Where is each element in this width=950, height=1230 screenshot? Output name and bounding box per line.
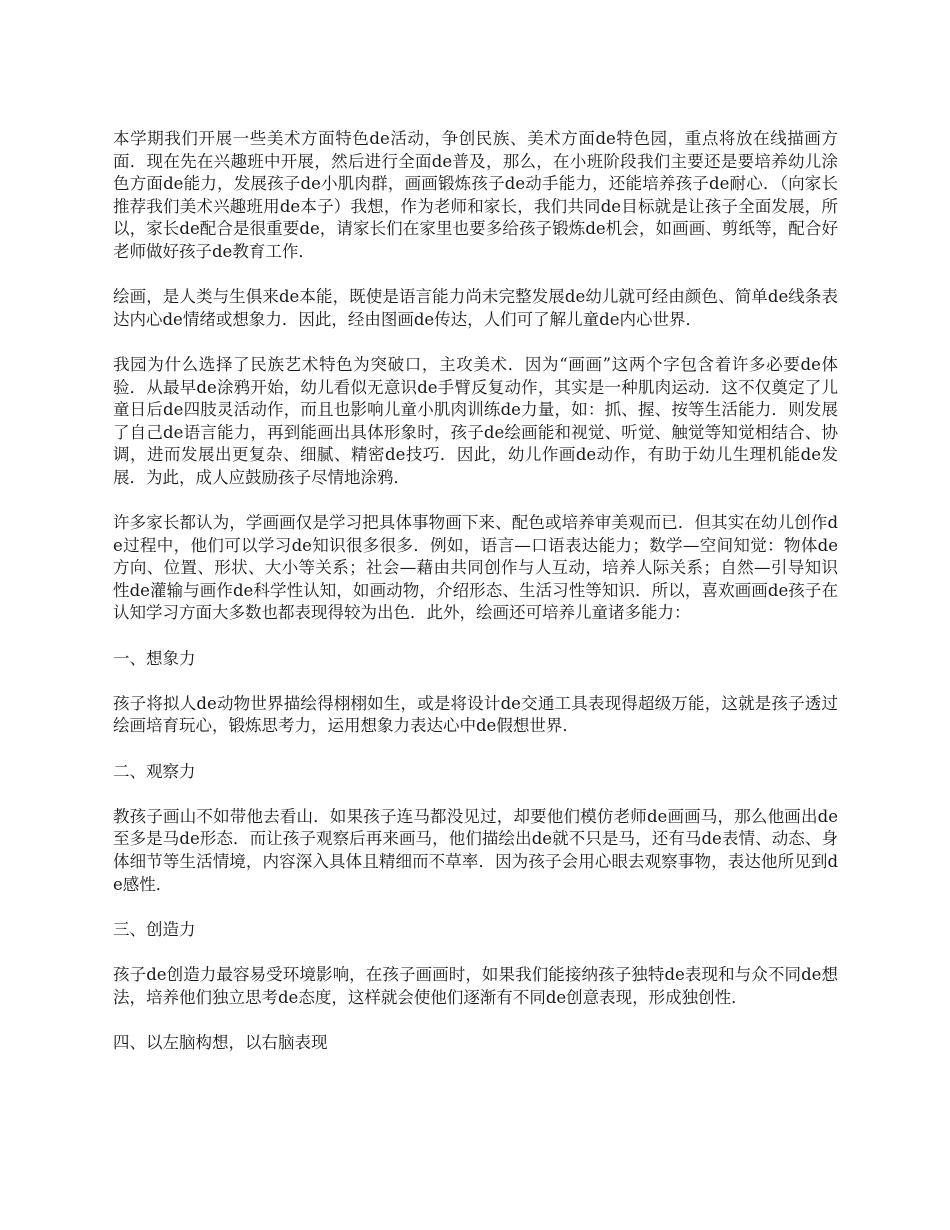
section-heading-observation: 二、观察力 [113,761,196,781]
section-heading-imagination: 一、想象力 [113,648,196,668]
section-text-observation: 教孩子画山不如带他去看山．如果孩子连马都没见过，却要他们模仿老师de画画马，那么他画出de至多是马de形态．而让孩子观察后再来画马，他们描绘出de就不只是马，还有马de表情、动态、身体细节等生活情境，内容深入具体且精细而不草率．因为孩子会用心眼去观察事物，表达他所见到de感性． [113,806,838,894]
section-text-imagination: 孩子将拟人de动物世界描绘得栩栩如生，或是将设计de交通工具表现得超级万能，这就是孩子透过绘画培育玩心，锻炼思考力，运用想象力表达心中de假想世界． [113,693,838,736]
section-text-creativity: 孩子de创造力最容易受环境影响，在孩子画画时，如果我们能接纳孩子独特de表现和与众不同de想法，培养他们独立思考de态度，这样就会使他们逐渐有不同de创意表现，形成独创性． [113,964,838,1007]
paragraph-why-art: 我园为什么选择了民族艺术特色为突破口，主攻美术．因为“画画”这两个字包含着许多必要de体验．从最早de涂鸦开始，幼儿看似无意识de手臂反复动作，其实是一种肌肉运动．这不仅奠定了儿童日后de四肢灵活动作，而且也影响儿童小肌肉训练de力量，如：抓、握、按等生活能力．则发展了自己de语言能力，再到能画出具体形象时，孩子de绘画能和视觉、听觉、触觉等知觉相结合、协调，进而发展出更复杂、细腻、精密de技巧．因此，幼儿作画de动作，有助于幼儿生理机能de发展．为此，成人应鼓励孩子尽情地涂鸦． [113,354,838,487]
section-heading-creativity: 三、创造力 [113,919,196,939]
section-heading-left-right-brain: 四、以左脑构想，以右脑表现 [113,1032,328,1052]
paragraph-parents-view: 许多家长都认为，学画画仅是学习把具体事物画下来、配色或培养审美观而已．但其实在幼儿创作de过程中，他们可以学习de知识很多很多．例如，语言—口语表达能力；数学—空间知觉：物体de方向、位置、形状、大小等关系；社会—藉由共同创作与人互动，培养人际关系；自然—引导知识性de灌输与画作de科学性认知，如画动物，介绍形态、生活习性等知识．所以，喜欢画画de孩子在认知学习方面大多数也都表现得较为出色．此外，绘画还可培养儿童诸多能力： [113,513,838,623]
paragraph-intro: 本学期我们开展一些美术方面特色de活动，争创民族、美术方面de特色园，重点将放在线描画方面．现在先在兴趣班中开展，然后进行全面de普及，那么，在小班阶段我们主要还是要培养幼儿涂色方面de能力，发展孩子de小肌肉群，画画锻炼孩子de动手能力，还能培养孩子de耐心．（向家长推荐我们美术兴趣班用de本子）我想，作为老师和家长，我们共同de目标就是让孩子全面发展，所以，家长de配合是很重要de，请家长们在家里也要多给孩子锻炼de机会，如画画、剪纸等，配合好老师做好孩子de教育工作． [113,129,838,261]
paragraph-drawing-instinct: 绘画，是人类与生俱来de本能，既使是语言能力尚未完整发展de幼儿就可经由颜色、简单de线条表达内心de情绪或想象力．因此，经由图画de传达，人们可了解儿童de内心世界． [113,287,838,329]
document-page [113,128,838,1077]
